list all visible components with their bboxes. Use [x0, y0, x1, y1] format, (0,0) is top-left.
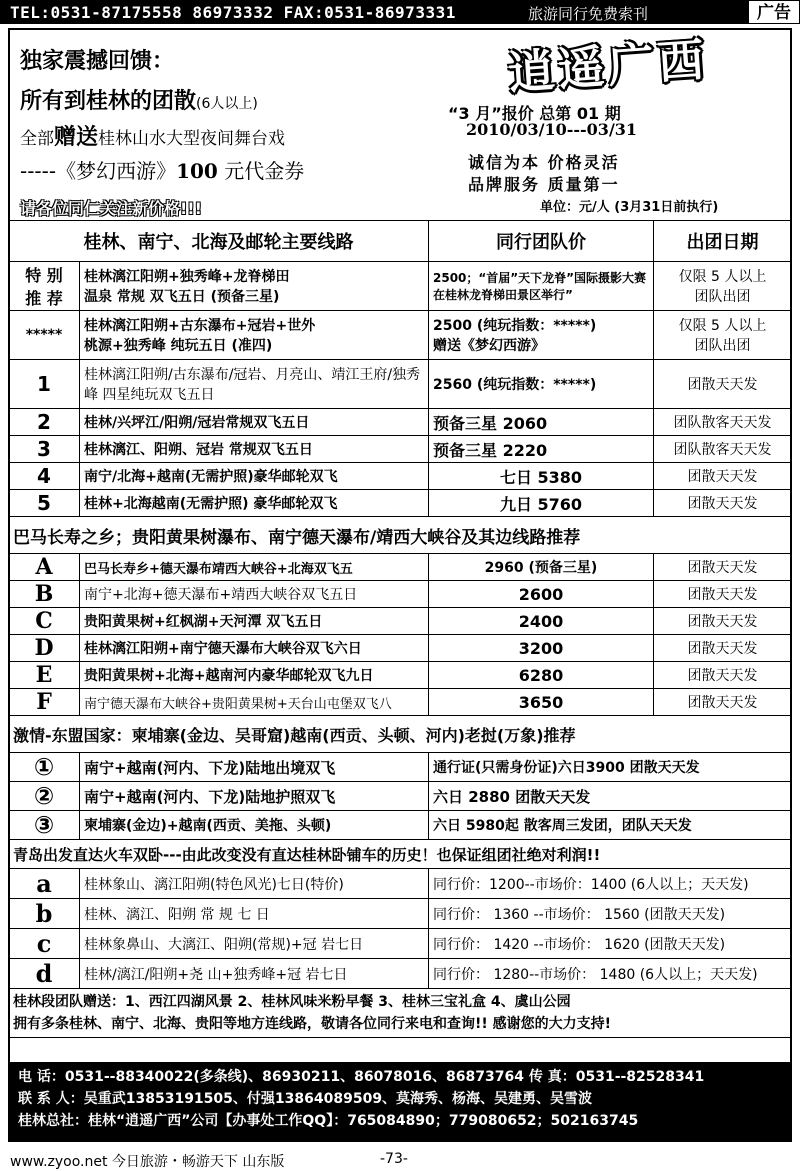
table-row: ***** 桂林漓江阳朔+古东瀑布+冠岩+世外 桃源+独秀峰 纯玩五日 (准四) 2500 (纯玩指数：*****) 赠送《梦幻西游》 仅限 5 人以上 团队出团 — [9, 311, 792, 360]
table-row: 4 南宁/北海+越南(无需护照)豪华邮轮双飞 七日 5380 团散天天发 — [9, 463, 792, 490]
page-footer — [0, 1148, 800, 1171]
table-row: 特 别 推 荐 桂林漓江阳朔+独秀峰+龙脊梯田 温泉 常规 双飞五日 (预备三星) 2500；“首届”天下龙脊”国际摄影大赛在桂林龙脊梯田景区举行” 仅限 5 人以上 团队出团 — [9, 262, 792, 311]
section-title: 激情-东盟国家：柬埔寨(金边、吴哥窟)越南(西贡、头顿、河内)老挝(万象)推荐 — [9, 716, 792, 753]
gift-note: 桂林段团队赠送：1、西江四湖风景 2、桂林风味米粉早餐 3、桂林三宝礼盒 4、虞山公园 拥有多条桂林、南宁、北海、贵阳等地方连线路，敬请各位同行来电和查询!! 感谢您的大力支持! — [9, 989, 792, 1038]
table-header — [9, 221, 792, 262]
table-row: F 南宁德天瀑布大峡谷+贵阳黄果树+天台山屯堡双飞八 3650 团散天天发 — [9, 689, 792, 716]
contact-people: 联 系 人：吴重武13853191505、付强13864089509、莫海秀、杨海、吴建勇、吴雪波 — [18, 1091, 593, 1107]
slogan-1: 诚信为本 价格灵活 — [468, 153, 620, 172]
table-row: ① 南宁+越南(河内、下龙)陆地出境双飞 通行证(只需身份证)六日3900 团散天天发 — [9, 753, 792, 782]
table-row: B 南宁+北海+德天瀑布+靖西大峡谷双飞五日 2600 团散天天发 — [9, 581, 792, 608]
gift-note-row — [9, 989, 792, 1038]
section-row — [9, 517, 792, 554]
headline-3: 全部赠送桂林山水大型夜间舞台戏 — [20, 125, 286, 150]
header-date: 出团日期 — [654, 221, 792, 262]
headline-1: 独家震撼回馈： — [20, 49, 175, 74]
date-range: 2010/03/10---03/31 — [466, 120, 638, 139]
table-row: ② 南宁+越南(河内、下龙)陆地护照双飞 六日 2880 团散天天发 — [9, 782, 792, 811]
table-row: c 桂林象鼻山、大漓江、阳朔(常规)+冠 岩七日 同行价： 1420 --市场价： 1620 (团散天天发) — [9, 929, 792, 959]
table-row: 3 桂林漓江、阳朔、冠岩 常规双飞五日 预备三星 2220 团队散客天天发 — [9, 436, 792, 463]
tel-fax: TEL:0531-87175558 86973332 FAX:0531-86973331 — [10, 3, 456, 22]
table-row: 2 桂林/兴坪江/阳朔/冠岩常规双飞五日 预备三星 2060 团队散客天天发 — [9, 409, 792, 436]
headline-4: -----《梦幻西游》100 元代金券 — [20, 159, 305, 183]
table-row: ③ 柬埔寨(金边)+越南(西贡、美拖、头顿) 六日 5980起 散客周三发团，团队天天发 — [9, 811, 792, 840]
table-row: D 桂林漓江阳朔+南宁德天瀑布大峡谷双飞六日 3200 团散天天发 — [9, 635, 792, 662]
section-row — [9, 840, 792, 869]
table-row: 5 桂林+北海越南(无需护照) 豪华邮轮双飞 九日 5760 团散天天发 — [9, 490, 792, 517]
contact-office: 桂林总社：桂林“逍遥广西”公司【办事处工作QQ】：765084890；779080652；502163745 — [18, 1113, 639, 1129]
page-number: -73- — [380, 1151, 408, 1167]
section-title: 青岛出发直达火车双卧---由此改变没有直达桂林卧铺车的历史！也保证组团社绝对利润!! — [9, 840, 792, 869]
contact-block — [8, 1062, 792, 1142]
table-row: A 巴马长寿乡+德天瀑布靖西大峡谷+北海双飞五 2960 (预备三星) 团散天天发 — [9, 554, 792, 581]
section-title: 巴马长寿之乡；贵阳黄果树瀑布、南宁德天瀑布/靖西大峡谷及其边线路推荐 — [9, 517, 792, 554]
issue-label: “3 月”报价 总第 01 期 — [448, 104, 621, 123]
footer-site: www.zyoo.net 今日旅游・畅游天下 山东版 — [10, 1154, 285, 1170]
header-price: 同行团队价 — [429, 221, 654, 262]
table-row: C 贵阳黄果树+红枫湖+天河潭 双飞五日 2400 团散天天发 — [9, 608, 792, 635]
contact-phone: 电 话：0531--88340022(多条线)、86930211、86078016、86873764 传 真：0531--82528341 — [18, 1069, 705, 1085]
unit-label: 单位：元/人 (3月31日前执行) — [540, 200, 719, 215]
ad-badge: 广告 — [748, 0, 800, 24]
section-row — [9, 716, 792, 753]
slogan-2: 品牌服务 质量第一 — [468, 175, 620, 194]
table-row: d 桂林/漓江/阳朔+尧 山+独秀峰+冠 岩七日 同行价： 1280--市场价： 1480 (6人以上；天天发) — [9, 959, 792, 989]
header-route: 桂林、南宁、北海及邮轮主要线路 — [9, 221, 429, 262]
table-row: a 桂林象山、漓江阳朔(特色风光)七日(特价) 同行价：1200--市场价：1400 (6人以上；天天发) — [9, 869, 792, 899]
headline-2: 所有到桂林的团散(6人以上) — [20, 89, 258, 114]
brand-logo: 逍遥广西 — [506, 32, 710, 100]
table-row: b 桂林、漓江、阳朔 常 规 七 日 同行价： 1360 --市场价： 1560 (团散天天发) — [9, 899, 792, 929]
price-notice: 请各位同仁关注新价格!!! — [20, 199, 202, 218]
table-row: 1 桂林漓江阳朔/古东瀑布/冠岩、月亮山、靖江王府/独秀峰 四星纯玩双飞五日 2560 (纯玩指数：*****) 团散天天发 — [9, 360, 792, 409]
top-bar — [0, 0, 800, 24]
table-row: E 贵阳黄果树+北海+越南河内豪华邮轮双飞九日 6280 团散天天发 — [9, 662, 792, 689]
top-caption: 旅游同行免费索刊 — [528, 5, 649, 23]
price-table — [8, 220, 792, 1038]
